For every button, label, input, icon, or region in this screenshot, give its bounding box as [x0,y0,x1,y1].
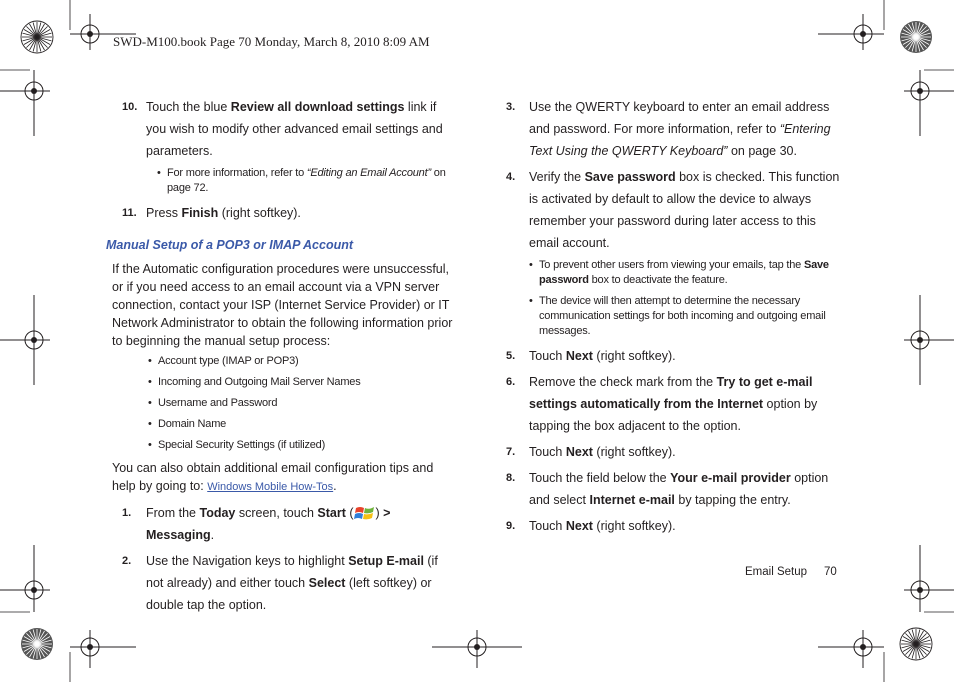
starburst-mark [21,21,53,53]
list-item: • Incoming and Outgoing Mail Server Names [148,375,458,390]
step-10-notes [157,166,458,196]
crosshair-mark [0,545,50,612]
crosshair-mark [818,14,884,50]
step-number: 2. [122,555,132,567]
crosshair-mark [0,295,50,385]
step-number: 5. [506,350,516,362]
crosshair-mark [904,545,954,612]
step-number: 4. [506,171,516,183]
page-number: 70 [824,566,837,578]
crosshair-mark [904,70,954,136]
step-10: 10. Touch the blue Review all download settings link if you wish to modify other advanced email settings and parameters. [106,96,458,162]
cross-reference: “Editing an Email Account” [306,167,431,179]
required-info-list [148,354,458,453]
list-item: • Username and Password [148,396,458,411]
step-number: 3. [506,101,516,113]
step-number: 9. [506,520,516,532]
list-item: • Domain Name [148,417,458,432]
step-number: 1. [122,507,132,519]
step-11: 11. Press Finish (right softkey). [106,202,458,224]
how-tos-link[interactable]: Windows Mobile How-Tos [207,481,334,493]
cross-reference: “Entering Text Using the QWERTY Keyboard” [529,122,831,158]
right-column [506,96,841,541]
note-bullet: • To prevent other users from viewing your emails, tap the Save password box to deactivate the feature. [529,258,841,288]
step-number: 8. [506,472,516,484]
crosshair-mark [904,295,954,385]
step-5: 5. Touch Next (right softkey). [506,345,841,367]
tips-paragraph: You can also obtain additional email configuration tips and help by going to: Windows Mobile How-Tos. [112,461,434,493]
step-number: 11. [122,207,137,219]
step-number: 10. [122,101,138,113]
crosshair-mark [0,70,50,136]
step-8: 8. Touch the field below the Your e-mail provider option and select Internet e-mail by tapping the entry. [506,467,841,511]
starburst-mark [900,21,932,53]
intro-paragraph: If the Automatic configuration procedures were unsuccessful, or if you need access to an email account via a VPN server connection, contact your ISP (Internet Service Provider) or IT Network Administrator to obtain the following information prior to beginning the manual setup process: [112,262,453,348]
crosshair-mark [70,630,136,668]
step-1: 1. From the Today screen, touch Start ( ) > Messaging. [106,502,458,546]
step-6: 6. Remove the check mark from the Try to get e-mail settings automatically from the Internet option by tapping the box adjacent to the option. [506,371,841,437]
list-item: • Account type (IMAP or POP3) [148,354,458,369]
footer-section-name: Email Setup [745,566,808,578]
step-9: 9. Touch Next (right softkey). [506,515,841,537]
print-header: SWD-M100.book Page 70 Monday, March 8, 2010 8:09 AM [113,34,430,49]
starburst-mark [21,628,53,660]
list-item: • Special Security Settings (if utilized) [148,438,458,453]
left-column [106,96,458,620]
step-number: 6. [506,376,516,388]
step-3: 3. Use the QWERTY keyboard to enter an email address and password. For more information, refer to “Entering Text Using the QWERTY Keyboard” on page 30. [506,96,841,162]
windows-start-icon [354,504,376,524]
step-2: 2. Use the Navigation keys to highlight Setup E-mail (if not already) and either touch Select (left softkey) or double tap the option. [106,550,458,616]
step-7: 7. Touch Next (right softkey). [506,441,841,463]
step-number: 7. [506,446,516,458]
note-bullet: • The device will then attempt to determine the necessary communication settings for both incoming and outgoing email messages. [529,294,841,339]
step-4-notes [529,258,841,339]
step-4: 4. Verify the Save password box is checked. This function is activated by default to allow the device to always remember your password during later access to this email account. [506,166,841,254]
setting-link-name: Review all download settings [230,100,405,114]
starburst-mark [900,628,932,660]
note-bullet: • For more information, refer to “Editing an Email Account” on page 72. [157,166,458,196]
crosshair-mark [818,630,884,668]
section-heading: Manual Setup of a POP3 or IMAP Account [106,238,354,252]
